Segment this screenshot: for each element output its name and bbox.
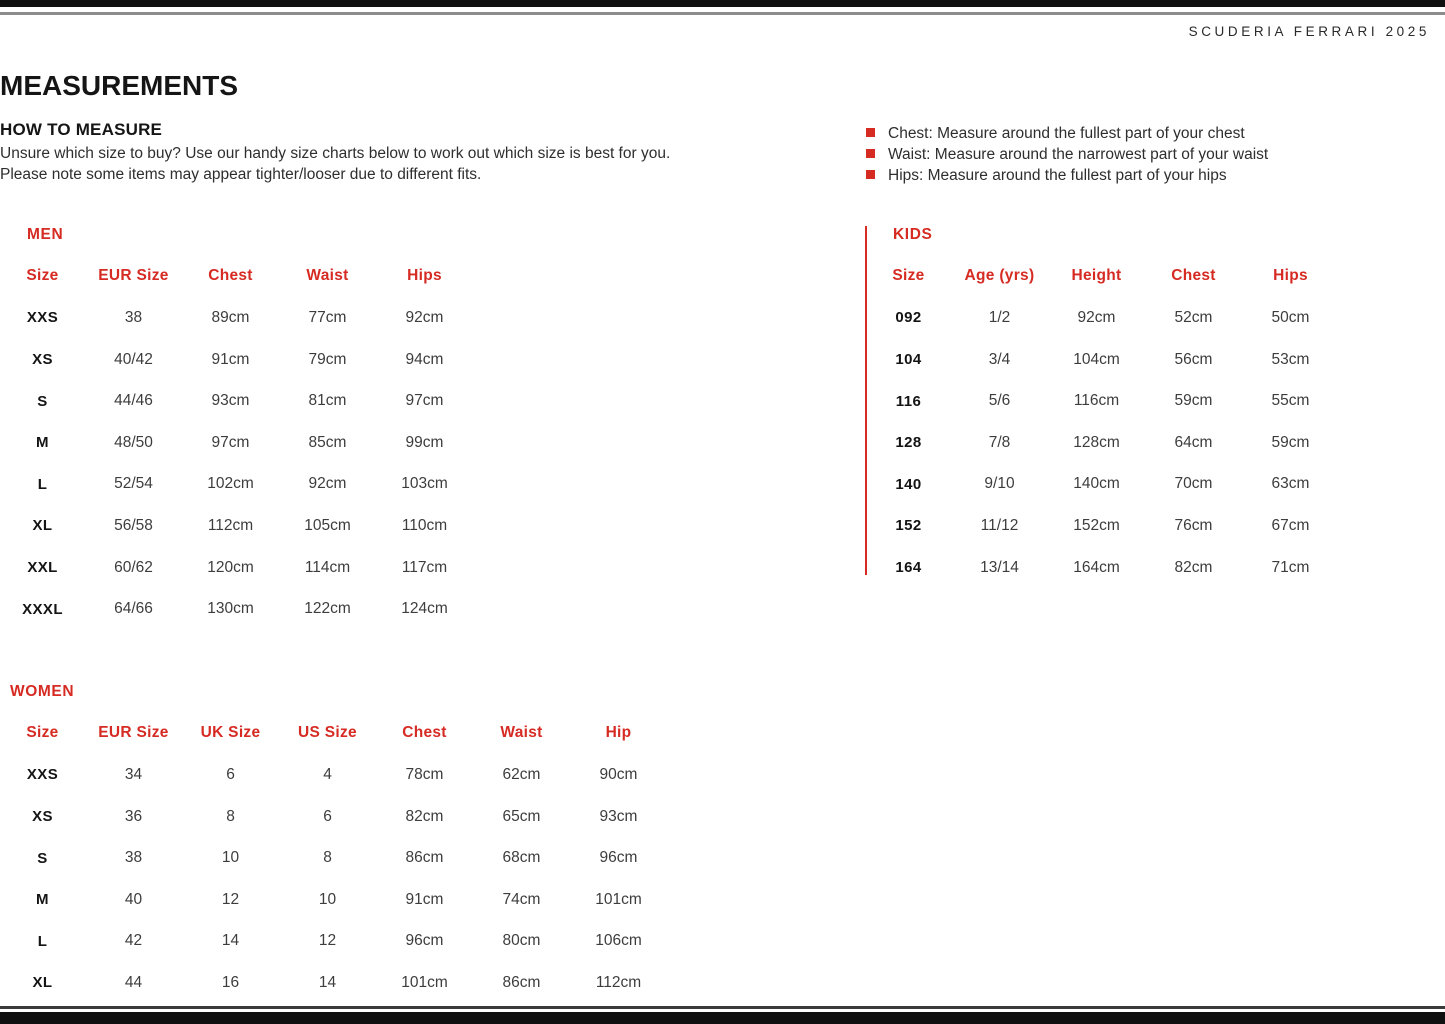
table-cell: 70cm xyxy=(1174,475,1213,493)
table-row xyxy=(866,422,1339,464)
column-header: Waist xyxy=(306,267,349,285)
table-cell: 117cm xyxy=(401,558,448,576)
table-cell: 11/12 xyxy=(980,516,1019,534)
table-cell: 60/62 xyxy=(114,558,153,576)
table-cell: L xyxy=(37,475,48,493)
table-cell: XXS xyxy=(26,309,59,327)
table-cell: 105cm xyxy=(304,516,351,534)
table-cell: 103cm xyxy=(401,475,448,493)
table-cell: 86cm xyxy=(502,973,541,991)
table-cell: 14 xyxy=(318,973,337,991)
how-to-measure-heading: HOW TO MEASURE xyxy=(0,120,163,139)
table-cell: 52cm xyxy=(1174,308,1213,326)
column-header: Hips xyxy=(407,267,442,285)
table-cell: 128 xyxy=(895,434,922,452)
table-cell: 96cm xyxy=(405,932,444,950)
women-size-table xyxy=(0,671,667,1004)
table-cell: 55cm xyxy=(1271,392,1310,410)
table-cell: 89cm xyxy=(211,308,250,326)
table-cell: 10 xyxy=(318,890,337,908)
table-row xyxy=(866,505,1339,547)
women-table-title: WOMEN xyxy=(10,682,75,700)
column-header: Height xyxy=(1071,267,1122,285)
table-cell: 38 xyxy=(124,308,143,326)
table-cell: 59cm xyxy=(1174,392,1213,410)
table-cell: 120cm xyxy=(207,558,254,576)
table-cell: 93cm xyxy=(211,392,250,410)
table-cell: XXS xyxy=(26,766,59,784)
how-to-measure-line-1: Unsure which size to buy? Use our handy size charts below to work out which size is best for you. xyxy=(0,145,671,162)
table-cell: 56cm xyxy=(1174,350,1213,368)
table-cell: XS xyxy=(32,808,53,826)
table-row xyxy=(0,921,667,963)
table-cell: 12 xyxy=(221,890,240,908)
table-cell: 13/14 xyxy=(980,558,1019,576)
table-cell: 102cm xyxy=(207,475,254,493)
table-cell: XS xyxy=(32,351,53,369)
table-cell: 140 xyxy=(895,475,922,493)
table-cell: 71cm xyxy=(1271,558,1310,576)
table-cell: S xyxy=(37,849,48,867)
table-row xyxy=(866,464,1339,506)
tip-waist-label: Waist: Measure around the narrowest part of your waist xyxy=(888,146,1269,163)
column-header: Size xyxy=(26,267,59,285)
page-title: MEASUREMENTS xyxy=(0,70,239,101)
table-cell: 93cm xyxy=(599,807,638,825)
table-cell: 92cm xyxy=(1077,308,1116,326)
table-cell: 92cm xyxy=(405,308,444,326)
how-to-measure-text xyxy=(0,143,670,185)
table-cell: 96cm xyxy=(599,849,638,867)
table-cell: 91cm xyxy=(405,890,444,908)
table-cell: 8 xyxy=(323,849,332,867)
column-header: Waist xyxy=(500,724,543,742)
table-row xyxy=(0,837,667,879)
table-cell: L xyxy=(37,932,48,950)
table-cell: 74cm xyxy=(502,890,541,908)
table-cell: 116 xyxy=(895,392,922,410)
table-cell: 8 xyxy=(226,807,235,825)
women-table-body xyxy=(0,713,667,1004)
table-row xyxy=(0,464,473,506)
table-cell: 34 xyxy=(124,765,143,783)
men-table-title: MEN xyxy=(27,225,64,243)
table-cell: 80cm xyxy=(502,932,541,950)
table-cell: 140cm xyxy=(1073,475,1120,493)
table-row xyxy=(0,297,473,339)
table-row xyxy=(0,339,473,381)
table-cell: 53cm xyxy=(1271,350,1310,368)
table-cell: 68cm xyxy=(502,849,541,867)
table-cell: 82cm xyxy=(405,807,444,825)
table-cell: 3/4 xyxy=(988,350,1011,368)
table-row xyxy=(0,380,473,422)
men-size-table xyxy=(0,214,473,630)
tip-hips xyxy=(866,165,1268,186)
table-cell: 85cm xyxy=(308,433,347,451)
table-cell: 67cm xyxy=(1271,516,1310,534)
kids-table-title: KIDS xyxy=(893,225,933,243)
tip-chest-label: Chest: Measure around the fullest part of your chest xyxy=(888,125,1245,142)
table-cell: 130cm xyxy=(207,600,254,618)
column-header: Chest xyxy=(208,267,253,285)
table-cell: 12 xyxy=(318,932,337,950)
table-cell: 6 xyxy=(226,765,235,783)
table-cell: 40 xyxy=(124,890,143,908)
bullet-square-icon xyxy=(866,170,875,179)
top-border-thick xyxy=(0,0,1445,7)
table-cell: 114cm xyxy=(304,558,351,576)
table-cell: 91cm xyxy=(211,350,250,368)
table-cell: 50cm xyxy=(1271,308,1310,326)
table-cell: S xyxy=(37,392,48,410)
table-cell: 90cm xyxy=(599,765,638,783)
table-row xyxy=(0,505,473,547)
table-cell: 16 xyxy=(221,973,240,991)
table-cell: 1/2 xyxy=(988,308,1011,326)
table-row xyxy=(866,339,1339,381)
table-row xyxy=(0,962,667,1004)
table-cell: 124cm xyxy=(401,600,448,618)
table-cell: 40/42 xyxy=(114,350,153,368)
table-cell: 48/50 xyxy=(114,433,153,451)
table-header-row xyxy=(0,713,667,755)
measuring-tips-list xyxy=(866,123,1268,186)
bullet-square-icon xyxy=(866,149,875,158)
brand-label: SCUDERIA FERRARI 2025 xyxy=(1188,24,1430,39)
table-header-row xyxy=(866,256,1339,298)
table-row xyxy=(0,588,473,630)
column-header: Chest xyxy=(402,724,447,742)
table-cell: M xyxy=(36,891,49,909)
table-cell: 7/8 xyxy=(988,433,1011,451)
table-cell: 52/54 xyxy=(114,475,153,493)
table-cell: 76cm xyxy=(1174,516,1213,534)
table-cell: 86cm xyxy=(405,849,444,867)
table-cell: 77cm xyxy=(308,308,347,326)
table-cell: 65cm xyxy=(502,807,541,825)
how-to-measure-line-2: Please note some items may appear tighter/looser due to different fits. xyxy=(0,166,482,183)
table-row xyxy=(0,754,667,796)
table-cell: XXL xyxy=(27,559,58,577)
kids-size-table xyxy=(866,214,1339,588)
table-cell: 116cm xyxy=(1073,392,1120,410)
men-table-body xyxy=(0,256,473,630)
table-cell: 79cm xyxy=(308,350,347,368)
table-cell: M xyxy=(36,434,49,452)
table-cell: 9/10 xyxy=(984,475,1015,493)
table-cell: 42 xyxy=(124,932,143,950)
column-header: Chest xyxy=(1171,267,1216,285)
table-cell: 106cm xyxy=(595,932,642,950)
table-cell: 97cm xyxy=(405,392,444,410)
table-cell: 97cm xyxy=(211,433,250,451)
table-cell: 99cm xyxy=(405,433,444,451)
table-cell: 64cm xyxy=(1174,433,1213,451)
column-header: UK Size xyxy=(200,724,261,742)
table-cell: 94cm xyxy=(405,350,444,368)
table-cell: 6 xyxy=(323,807,332,825)
table-cell: 36 xyxy=(124,807,143,825)
table-cell: 092 xyxy=(895,309,922,327)
table-cell: 44 xyxy=(124,973,143,991)
table-header-row xyxy=(0,256,473,298)
table-cell: 101cm xyxy=(401,973,448,991)
table-cell: 64/66 xyxy=(114,600,153,618)
table-row xyxy=(0,796,667,838)
table-cell: 164 xyxy=(895,559,922,577)
table-cell: 5/6 xyxy=(988,392,1011,410)
bottom-border-thick xyxy=(0,1012,1445,1024)
table-cell: 104cm xyxy=(1073,350,1120,368)
table-cell: 4 xyxy=(323,765,332,783)
table-cell: 164cm xyxy=(1073,558,1120,576)
table-row xyxy=(0,547,473,589)
bullet-square-icon xyxy=(866,128,875,137)
table-row xyxy=(0,422,473,464)
table-row xyxy=(0,879,667,921)
table-cell: 152 xyxy=(895,517,922,535)
table-cell: 59cm xyxy=(1271,433,1310,451)
table-cell: 14 xyxy=(221,932,240,950)
table-cell: 92cm xyxy=(308,475,347,493)
column-header: EUR Size xyxy=(98,267,169,285)
tip-hips-label: Hips: Measure around the fullest part of your hips xyxy=(888,167,1227,184)
table-cell: 101cm xyxy=(595,890,642,908)
tip-chest xyxy=(866,123,1268,144)
table-cell: 112cm xyxy=(207,516,254,534)
table-cell: XL xyxy=(32,517,53,535)
table-cell: 10 xyxy=(221,849,240,867)
column-header: Size xyxy=(26,724,59,742)
column-header: EUR Size xyxy=(98,724,169,742)
table-cell: 78cm xyxy=(405,765,444,783)
table-cell: 104 xyxy=(895,351,922,369)
column-header: Hips xyxy=(1273,267,1308,285)
table-cell: 82cm xyxy=(1174,558,1213,576)
table-cell: 62cm xyxy=(502,765,541,783)
table-cell: 63cm xyxy=(1271,475,1310,493)
table-cell: 110cm xyxy=(401,516,448,534)
top-border-thin xyxy=(0,12,1445,15)
table-cell: 122cm xyxy=(304,600,351,618)
bottom-border-thin xyxy=(0,1006,1445,1009)
table-cell: 44/46 xyxy=(114,392,153,410)
table-row xyxy=(866,297,1339,339)
table-cell: XL xyxy=(32,974,53,992)
column-header: Hip xyxy=(605,724,632,742)
table-cell: 56/58 xyxy=(114,516,153,534)
table-row xyxy=(866,380,1339,422)
tip-waist xyxy=(866,144,1268,165)
table-cell: 38 xyxy=(124,849,143,867)
table-row xyxy=(866,547,1339,589)
column-header: US Size xyxy=(298,724,357,742)
table-cell: 81cm xyxy=(308,392,347,410)
column-header: Size xyxy=(892,267,925,285)
table-cell: 152cm xyxy=(1073,516,1120,534)
column-header: Age (yrs) xyxy=(964,267,1035,285)
table-cell: 112cm xyxy=(595,973,642,991)
kids-table-body xyxy=(866,256,1339,589)
table-cell: XXXL xyxy=(22,600,63,618)
table-cell: 128cm xyxy=(1073,433,1120,451)
